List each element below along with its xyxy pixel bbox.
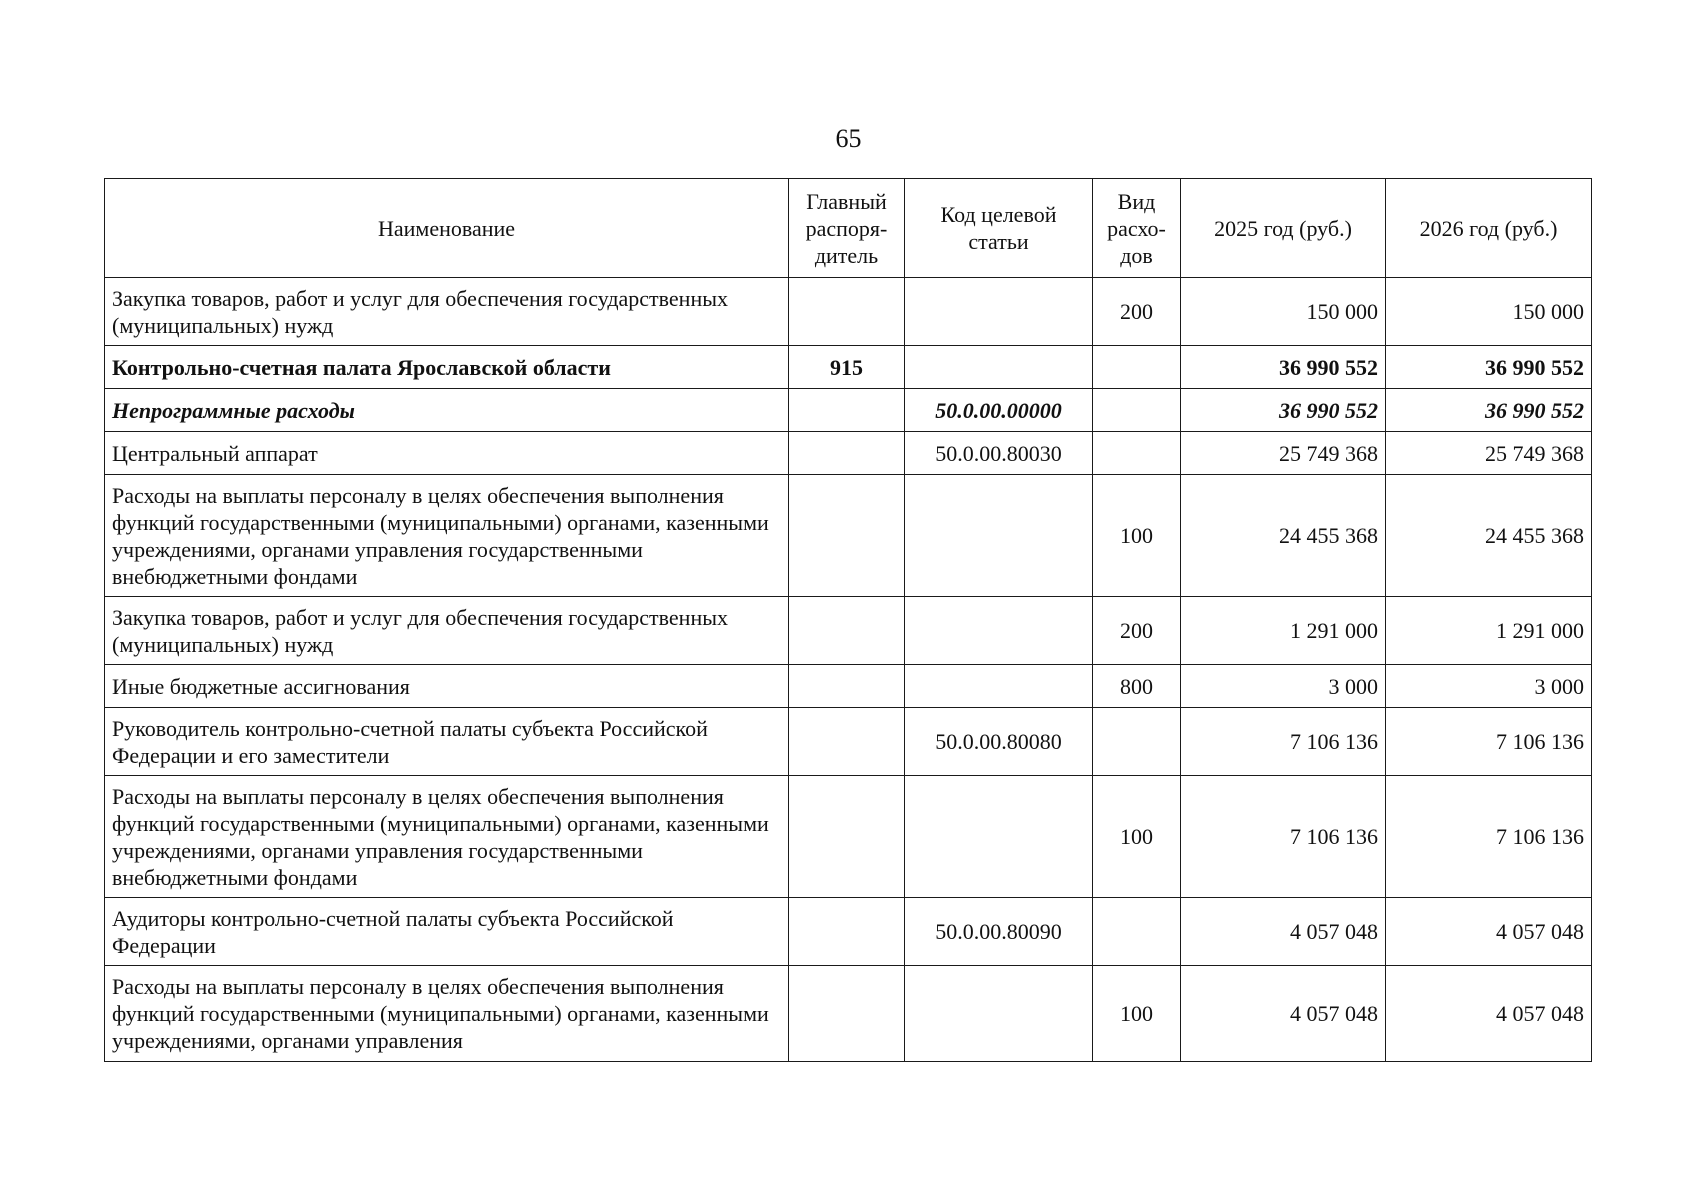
row-2025: 1 291 000 <box>1181 597 1386 665</box>
header-2025: 2025 год (руб.) <box>1181 179 1386 278</box>
row-2026: 7 106 136 <box>1386 708 1592 776</box>
row-2025: 150 000 <box>1181 278 1386 346</box>
header-name: Наименование <box>105 179 789 278</box>
row-admin: 915 <box>789 346 905 389</box>
header-admin: Главный распоря-дитель <box>789 179 905 278</box>
table-row <box>105 475 1592 597</box>
row-code: 50.0.00.80030 <box>905 432 1093 475</box>
row-2025: 4 057 048 <box>1181 898 1386 966</box>
table-row <box>105 389 1592 432</box>
row-code: 50.0.00.00000 <box>905 389 1093 432</box>
table-row <box>105 776 1592 898</box>
row-name: Расходы на выплаты персоналу в целях обеспечения выполнения функций государственными (муниципальными) органами, казенными учреждениями, органами управления <box>105 966 789 1062</box>
table-row <box>105 597 1592 665</box>
row-admin <box>789 966 905 1062</box>
row-2025: 24 455 368 <box>1181 475 1386 597</box>
table-row <box>105 278 1592 346</box>
row-code: 50.0.00.80090 <box>905 898 1093 966</box>
table-row <box>105 432 1592 475</box>
table-row <box>105 708 1592 776</box>
row-admin <box>789 278 905 346</box>
row-admin <box>789 776 905 898</box>
row-2025: 7 106 136 <box>1181 708 1386 776</box>
row-2025: 7 106 136 <box>1181 776 1386 898</box>
row-type: 100 <box>1093 776 1181 898</box>
table-header-row <box>105 179 1592 278</box>
header-2026: 2026 год (руб.) <box>1386 179 1592 278</box>
row-name: Закупка товаров, работ и услуг для обеспечения государственных (муниципальных) нужд <box>105 597 789 665</box>
row-type <box>1093 898 1181 966</box>
budget-table <box>104 178 1592 1062</box>
table-row <box>105 898 1592 966</box>
row-type: 800 <box>1093 665 1181 708</box>
header-code: Код целевой статьи <box>905 179 1093 278</box>
row-2026: 4 057 048 <box>1386 966 1592 1062</box>
row-code <box>905 346 1093 389</box>
row-code <box>905 776 1093 898</box>
table-row <box>105 966 1592 1062</box>
row-type: 100 <box>1093 966 1181 1062</box>
row-type <box>1093 432 1181 475</box>
row-name: Расходы на выплаты персоналу в целях обеспечения выполнения функций государственными (муниципальными) органами, казенными учреждениями, органами управления государственными внебюджетными фондами <box>105 776 789 898</box>
row-2026: 24 455 368 <box>1386 475 1592 597</box>
row-2025: 25 749 368 <box>1181 432 1386 475</box>
row-type <box>1093 708 1181 776</box>
row-2026: 36 990 552 <box>1386 389 1592 432</box>
row-name: Руководитель контрольно-счетной палаты субъекта Российской Федерации и его заместители <box>105 708 789 776</box>
row-name: Непрограммные расходы <box>105 389 789 432</box>
row-2026: 36 990 552 <box>1386 346 1592 389</box>
row-code <box>905 597 1093 665</box>
row-2025: 3 000 <box>1181 665 1386 708</box>
table-row <box>105 665 1592 708</box>
row-name: Расходы на выплаты персоналу в целях обеспечения выполнения функций государственными (муниципальными) органами, казенными учреждениями, органами управления государственными внебюджетными фондами <box>105 475 789 597</box>
row-code <box>905 278 1093 346</box>
header-type: Вид расхо-дов <box>1093 179 1181 278</box>
row-admin <box>789 475 905 597</box>
row-name: Иные бюджетные ассигнования <box>105 665 789 708</box>
row-type <box>1093 389 1181 432</box>
row-2026: 25 749 368 <box>1386 432 1592 475</box>
row-2026: 3 000 <box>1386 665 1592 708</box>
row-code: 50.0.00.80080 <box>905 708 1093 776</box>
row-2025: 36 990 552 <box>1181 389 1386 432</box>
row-admin <box>789 389 905 432</box>
row-name: Контрольно-счетная палата Ярославской области <box>105 346 789 389</box>
row-code <box>905 475 1093 597</box>
row-type: 100 <box>1093 475 1181 597</box>
row-type <box>1093 346 1181 389</box>
row-2025: 4 057 048 <box>1181 966 1386 1062</box>
row-name: Закупка товаров, работ и услуг для обеспечения государственных (муниципальных) нужд <box>105 278 789 346</box>
row-admin <box>789 898 905 966</box>
row-type: 200 <box>1093 278 1181 346</box>
row-code <box>905 665 1093 708</box>
row-code <box>905 966 1093 1062</box>
row-name: Аудиторы контрольно-счетной палаты субъекта Российской Федерации <box>105 898 789 966</box>
page-number: 65 <box>835 124 862 153</box>
row-2026: 7 106 136 <box>1386 776 1592 898</box>
row-admin <box>789 665 905 708</box>
row-admin <box>789 597 905 665</box>
row-2026: 4 057 048 <box>1386 898 1592 966</box>
row-type: 200 <box>1093 597 1181 665</box>
row-admin <box>789 432 905 475</box>
table-row <box>105 346 1592 389</box>
row-2025: 36 990 552 <box>1181 346 1386 389</box>
row-name: Центральный аппарат <box>105 432 789 475</box>
row-admin <box>789 708 905 776</box>
row-2026: 1 291 000 <box>1386 597 1592 665</box>
row-2026: 150 000 <box>1386 278 1592 346</box>
